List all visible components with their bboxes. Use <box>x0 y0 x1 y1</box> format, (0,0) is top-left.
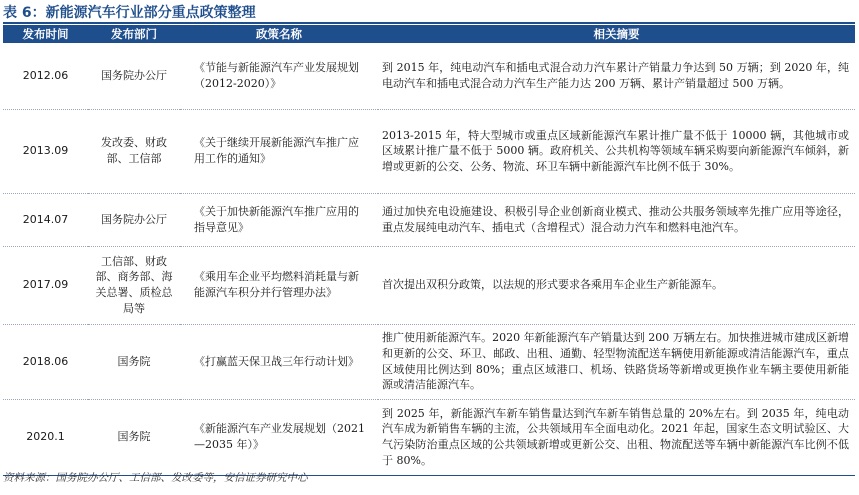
row-policy-name: 《节能与新能源汽车产业发展规划（2012-2020）》 <box>180 43 378 109</box>
row-summary: 2013-2015 年，特大型城市或重点区域新能源汽车累计推广量不低于 10000 辆，其他城市或区域累计推广量不低于 5000 辆。政府机关、公共机构等领域车辆采购要向新能源汽车倾斜，新增或更新的公交、公务、物流、环卫车辆中新能源汽车比例不低于 30%。 <box>378 109 855 193</box>
table-title: 表 6：新能源汽车行业部分重点政策整理 <box>3 5 256 21</box>
row-date: 2013.09 <box>3 109 88 193</box>
header-date: 发布时间 <box>3 25 88 43</box>
row-dept: 国务院办公厅 <box>88 193 180 246</box>
row-summary: 通过加快充电设施建设、积极引导企业创新商业模式、推动公共服务领域率先推广应用等途径，重点发展纯电动汽车、插电式（含增程式）混合动力汽车和燃料电池汽车。 <box>378 193 855 246</box>
row-date: 2018.06 <box>3 324 88 399</box>
table-row <box>3 109 855 193</box>
row-policy-name: 《关于继续开展新能源汽车推广应用工作的通知》 <box>180 109 378 193</box>
row-summary: 首次提出双积分政策，以法规的形式要求各乘用车企业生产新能源车。 <box>378 246 855 324</box>
row-dept: 工信部、财政部、商务部、海关总署、质检总局等 <box>88 246 180 324</box>
row-dept: 国务院 <box>88 324 180 399</box>
header-name: 政策名称 <box>180 25 378 43</box>
table-row <box>3 43 855 109</box>
row-dept: 国务院办公厅 <box>88 43 180 109</box>
table-caption-bar <box>3 2 855 24</box>
row-date: 2020.1 <box>3 399 88 475</box>
row-dept: 国务院 <box>88 399 180 475</box>
table-row <box>3 246 855 324</box>
row-dept: 发改委、财政部、工信部 <box>88 109 180 193</box>
row-summary: 到 2015 年，纯电动汽车和插电式混合动力汽车累计产销量力争达到 50 万辆；到 2020 年，纯电动汽车和插电式混合动力汽车生产能力达 200 万辆、累计产销量超过 500 万辆。 <box>378 43 855 109</box>
header-summary: 相关摘要 <box>378 25 855 43</box>
row-policy-name: 《新能源汽车产业发展规划（2021—2035 年）》 <box>180 399 378 475</box>
row-date: 2012.06 <box>3 43 88 109</box>
row-date: 2014.07 <box>3 193 88 246</box>
row-date: 2017.09 <box>3 246 88 324</box>
row-policy-name: 《乘用车企业平均燃料消耗量与新能源汽车积分并行管理办法》 <box>180 246 378 324</box>
table-row <box>3 324 855 399</box>
table-row <box>3 193 855 246</box>
policy-table <box>3 25 855 476</box>
row-summary: 推广使用新能源汽车。2020 年新能源汽车产销量达到 200 万辆左右。加快推进城市建成区新增和更新的公交、环卫、邮政、出租、通勤、轻型物流配送车辆使用新能源或清洁能源汽车，重点区域使用比例达到 80%；重点区域港口、机场、铁路货场等新增或更换作业车辆主要使用新能源或清洁能源汽车。 <box>378 324 855 399</box>
table-header-row <box>3 25 855 43</box>
source-note: 资料来源：国务院办公厅、工信部、发改委等，安信证券研究中心 <box>3 472 308 484</box>
row-policy-name: 《关于加快新能源汽车推广应用的指导意见》 <box>180 193 378 246</box>
row-policy-name: 《打赢蓝天保卫战三年行动计划》 <box>180 324 378 399</box>
table-row <box>3 399 855 475</box>
header-dept: 发布部门 <box>88 25 180 43</box>
row-summary: 到 2025 年，新能源汽车新车销售量达到汽车新车销售总量的 20%左右。到 2035 年，纯电动汽车成为新销售车辆的主流，公共领域用车全面电动化。2021 年起，国家生态文明试验区、大气污染防治重点区域的公共领域新增或更新公交、出租、物流配送等车辆中新能源汽车比例不低于 80%。 <box>378 399 855 475</box>
